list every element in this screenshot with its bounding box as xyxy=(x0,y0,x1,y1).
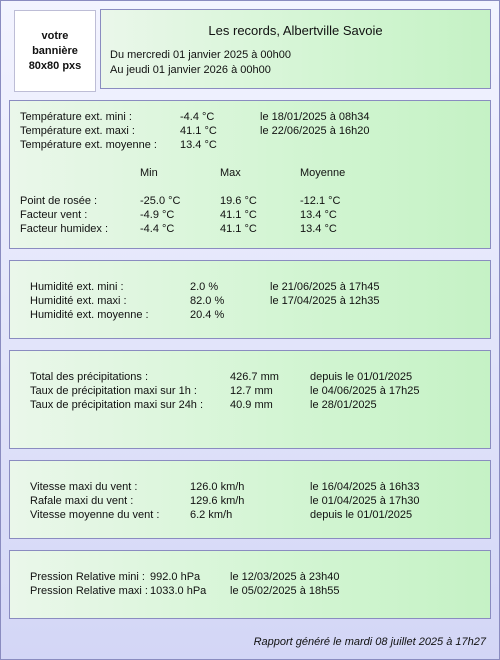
pressure-min-date: le 12/03/2025 à 23h40 xyxy=(230,571,340,583)
humidity-min-label: Humidité ext. mini : xyxy=(30,281,124,293)
pressure-panel xyxy=(9,550,491,619)
humidex-label: Facteur humidex : xyxy=(20,223,109,235)
dewpoint-avg: -12.1 °C xyxy=(300,195,341,207)
wind-gust-date: le 01/04/2025 à 17h30 xyxy=(310,495,420,507)
windchill-avg: 13.4 °C xyxy=(300,209,337,221)
wind-avg-value: 6.2 km/h xyxy=(190,509,233,521)
precip-total-label: Total des précipitations : xyxy=(30,371,149,383)
temp-min-value: -4.4 °C xyxy=(180,111,215,123)
humidity-avg-value: 20.4 % xyxy=(190,309,225,321)
temp-max-label: Température ext. maxi : xyxy=(20,125,135,137)
temp-min-label: Température ext. mini : xyxy=(20,111,132,123)
precip-total-date: depuis le 01/01/2025 xyxy=(310,371,413,383)
pressure-max-label: Pression Relative maxi : xyxy=(30,585,148,597)
precip-max1h-value: 12.7 mm xyxy=(230,385,273,397)
col-header-min: Min xyxy=(140,167,158,179)
pressure-min-label: Pression Relative mini : xyxy=(30,571,145,583)
humidity-max-value: 82.0 % xyxy=(190,295,225,307)
dewpoint-label: Point de rosée : xyxy=(20,195,98,207)
windchill-min: -4.9 °C xyxy=(140,209,175,221)
humidex-max: 41.1 °C xyxy=(220,223,257,235)
pressure-max-date: le 05/02/2025 à 18h55 xyxy=(230,585,340,597)
humidity-avg-label: Humidité ext. moyenne : xyxy=(30,309,149,321)
humidity-min-value: 2.0 % xyxy=(190,281,219,293)
wind-panel xyxy=(9,460,491,539)
wind-max-date: le 16/04/2025 à 16h33 xyxy=(310,481,420,493)
precip-max24h-value: 40.9 mm xyxy=(230,399,273,411)
humidex-avg: 13.4 °C xyxy=(300,223,337,235)
windchill-max: 41.1 °C xyxy=(220,209,257,221)
wind-max-value: 126.0 km/h xyxy=(190,481,245,493)
humidity-max-label: Humidité ext. maxi : xyxy=(30,295,127,307)
temperature-panel xyxy=(9,100,491,249)
temp-max-value: 41.1 °C xyxy=(180,125,217,137)
banner-line-2: bannière xyxy=(32,44,78,57)
banner-placeholder xyxy=(14,10,96,92)
precipitation-panel xyxy=(9,350,491,449)
wind-avg-label: Vitesse moyenne du vent : xyxy=(30,509,160,521)
precip-max1h-label: Taux de précipitation maxi sur 1h : xyxy=(30,385,197,397)
pressure-max-value: 1033.0 hPa xyxy=(150,585,207,597)
period-end: Au jeudi 01 janvier 2026 à 00h00 xyxy=(110,64,271,76)
precip-max24h-date: le 28/01/2025 xyxy=(310,399,377,411)
wind-gust-label: Rafale maxi du vent : xyxy=(30,495,134,507)
col-header-avg: Moyenne xyxy=(300,167,346,179)
period-start: Du mercredi 01 janvier 2025 à 00h00 xyxy=(110,49,292,61)
humidex-min: -4.4 °C xyxy=(140,223,175,235)
report-header xyxy=(100,9,491,89)
temp-avg-label: Température ext. moyenne : xyxy=(20,139,157,151)
wind-avg-date: depuis le 01/01/2025 xyxy=(310,509,413,521)
humidity-panel xyxy=(9,260,491,339)
windchill-label: Facteur vent : xyxy=(20,209,88,221)
humidity-max-date: le 17/04/2025 à 12h35 xyxy=(270,295,380,307)
banner-line-1: votre xyxy=(41,29,69,42)
temp-min-date: le 18/01/2025 à 08h34 xyxy=(260,111,370,123)
precip-total-value: 426.7 mm xyxy=(230,371,279,383)
banner-line-3: 80x80 pxs xyxy=(28,59,82,72)
dewpoint-max: 19.6 °C xyxy=(220,195,257,207)
col-header-max: Max xyxy=(220,167,241,179)
temp-avg-value: 13.4 °C xyxy=(180,139,217,151)
wind-max-label: Vitesse maxi du vent : xyxy=(30,481,138,493)
pressure-min-value: 992.0 hPa xyxy=(150,571,201,583)
report-footer: Rapport généré le mardi 08 juillet 2025 à 17h27 xyxy=(253,636,486,648)
precip-max24h-label: Taux de précipitation maxi sur 24h : xyxy=(30,399,204,411)
dewpoint-min: -25.0 °C xyxy=(140,195,181,207)
humidity-min-date: le 21/06/2025 à 17h45 xyxy=(270,281,380,293)
report-title: Les records, Albertville Savoie xyxy=(208,23,383,38)
temp-max-date: le 22/06/2025 à 16h20 xyxy=(260,125,370,137)
wind-gust-value: 129.6 km/h xyxy=(190,495,245,507)
precip-max1h-date: le 04/06/2025 à 17h25 xyxy=(310,385,420,397)
